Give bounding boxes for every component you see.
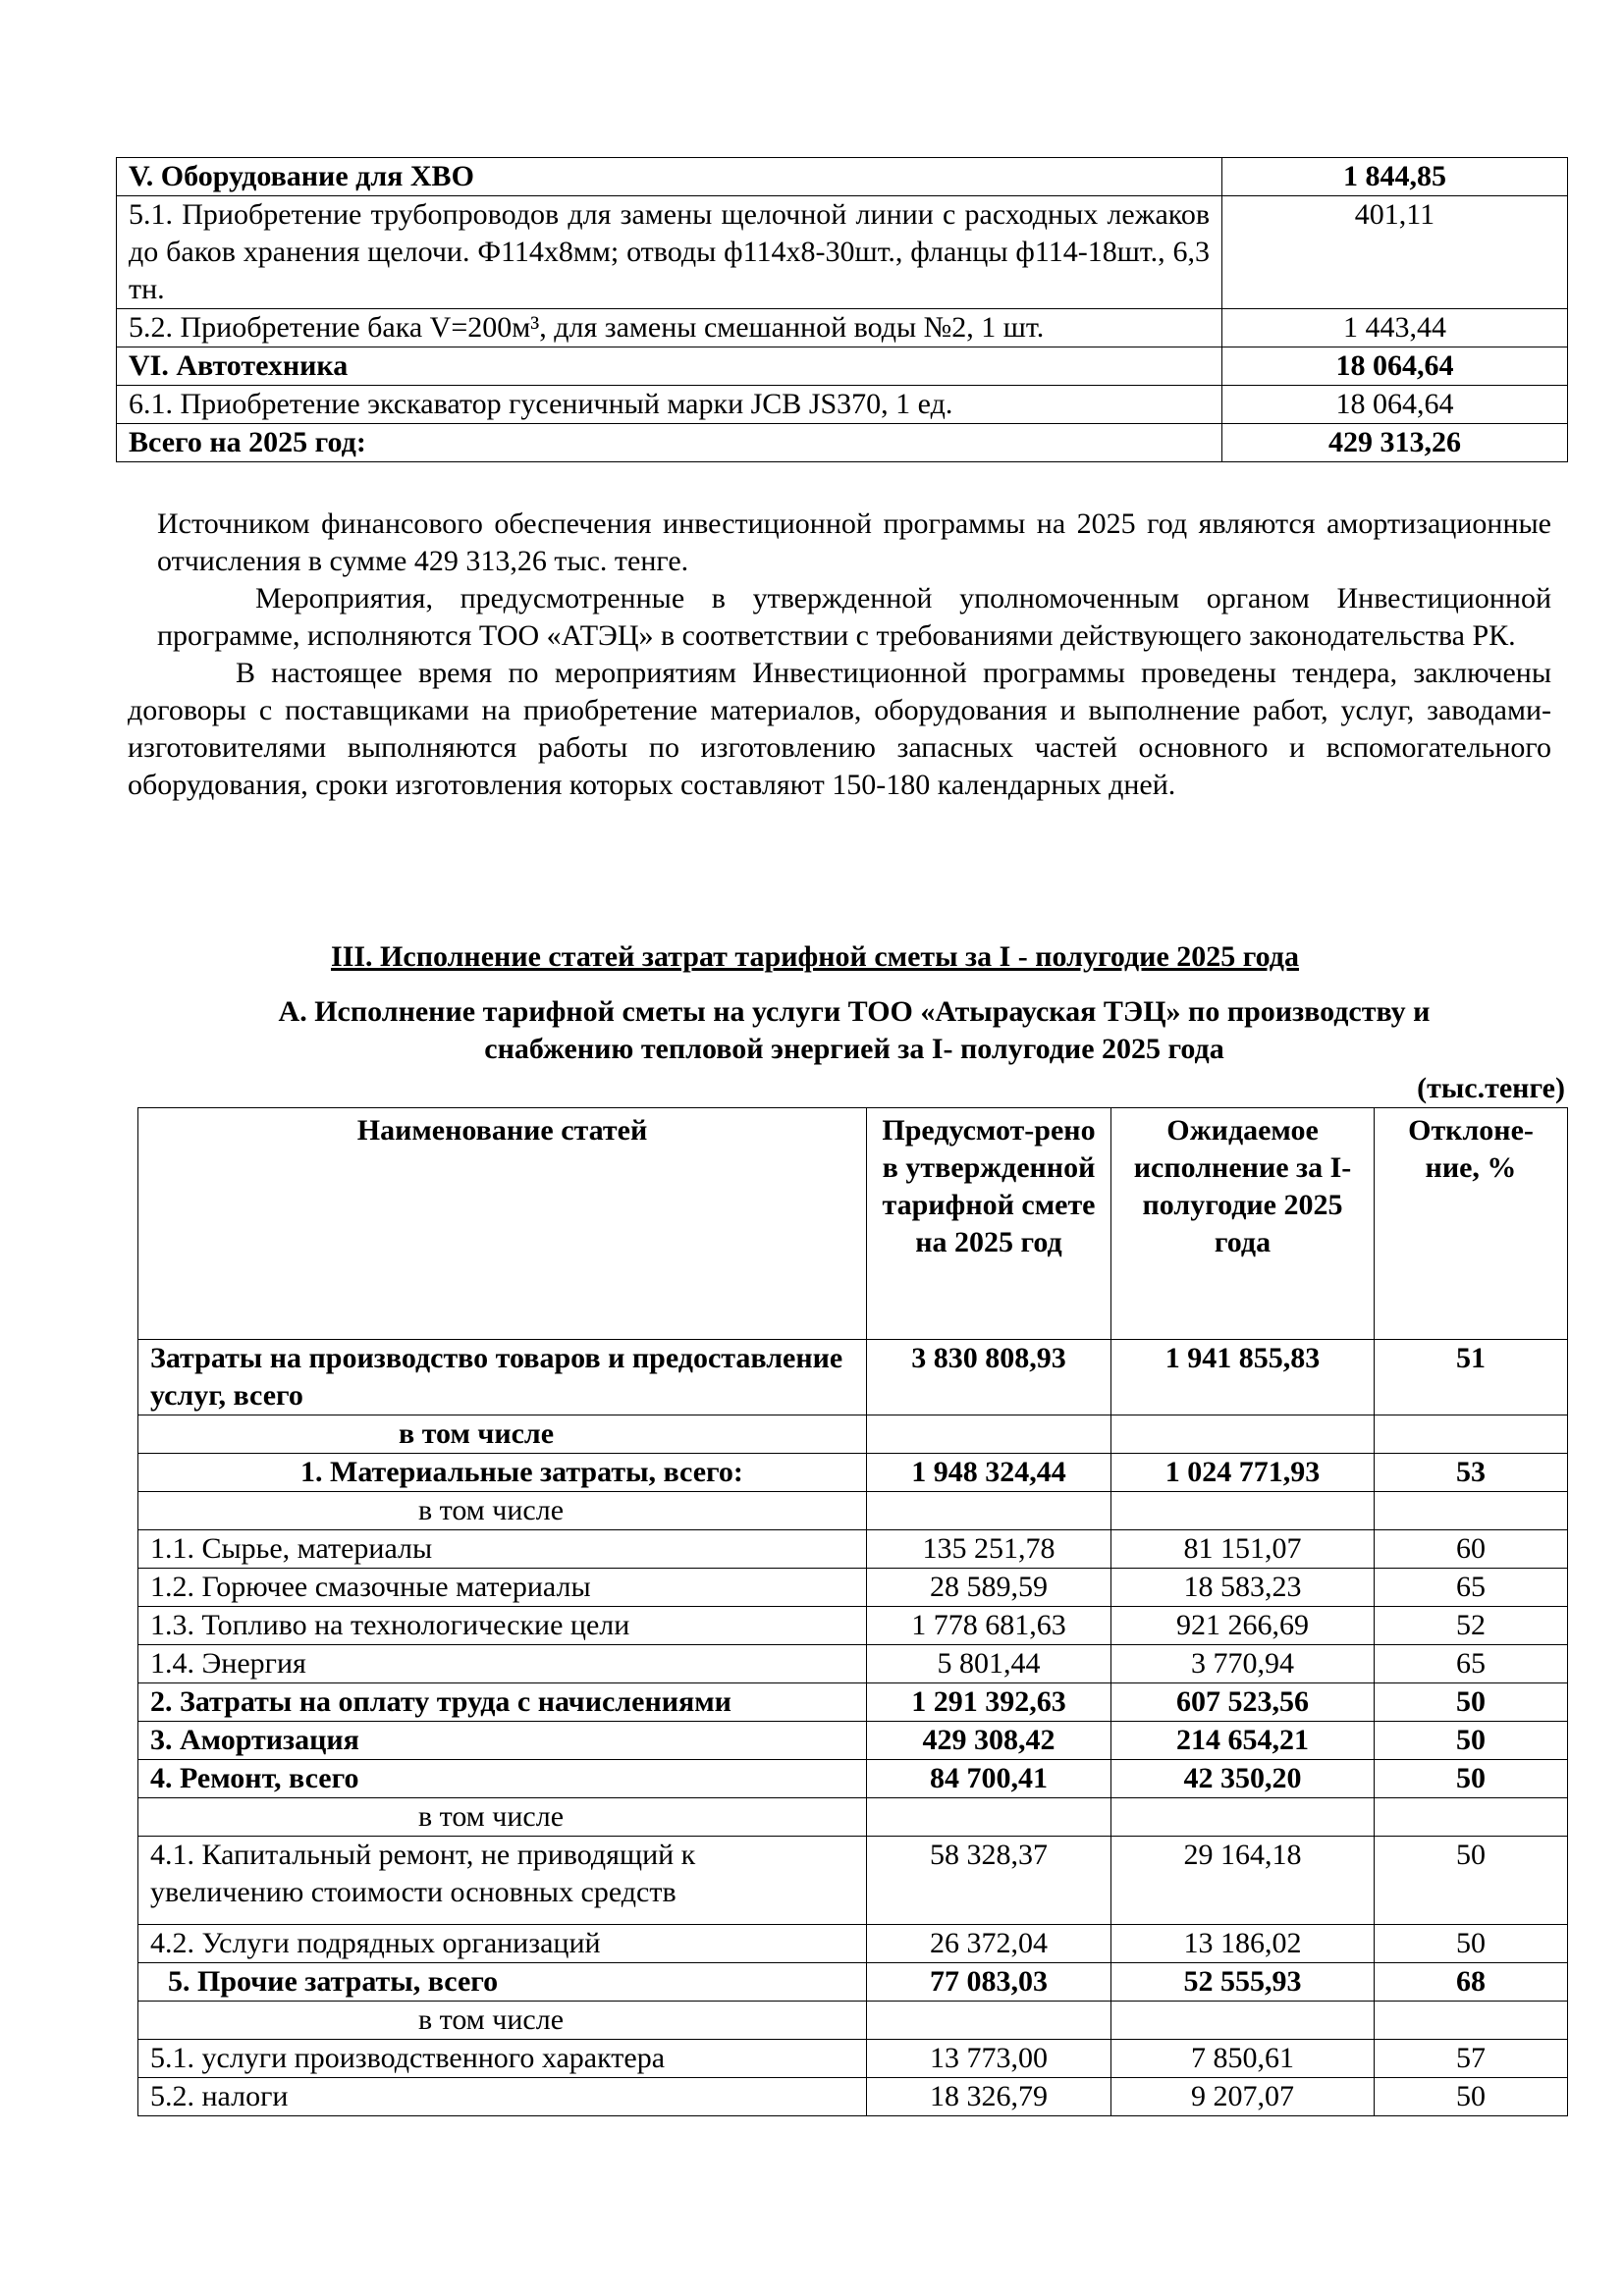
- row-name: 5. Прочие затраты, всего: [138, 1963, 867, 2002]
- row-deviation: 53: [1375, 1454, 1568, 1492]
- row-deviation: 57: [1375, 2040, 1568, 2078]
- paragraph-measures: Мероприятия, предусмотренные в утвержденной уполномоченным органом Инвестиционной программе, исполняются ТОО «АТЭЦ» в соответствии с требованиями действующего законодательства РК.: [157, 582, 1551, 652]
- row-planned: 5 801,44: [867, 1645, 1111, 1683]
- row-name: в том числе: [138, 1415, 867, 1454]
- row-name: 5.2. налоги: [138, 2078, 867, 2116]
- table-row: [138, 1683, 1568, 1722]
- row-deviation: 50: [1375, 2078, 1568, 2116]
- row-value: 1 844,85: [1222, 158, 1568, 196]
- sub-title-line: снабжению тепловой энергией за I- полугодие 2025 года: [484, 1033, 1224, 1065]
- row-deviation: 51: [1375, 1340, 1568, 1415]
- row-name: 1.4. Энергия: [138, 1645, 867, 1683]
- row-expected: 13 186,02: [1111, 1925, 1375, 1963]
- row-expected: 29 164,18: [1111, 1837, 1375, 1925]
- body-text: [128, 506, 1551, 804]
- row-name: 4.1. Капитальный ремонт, не приводящий к увеличению стоимости основных средств: [138, 1837, 867, 1925]
- row-name: в том числе: [138, 2002, 867, 2040]
- header-planned: Предусмот-рено в утвержденной тарифной смете на 2025 год: [867, 1108, 1111, 1340]
- row-planned: 18 326,79: [867, 2078, 1111, 2116]
- row-name: 3. Амортизация: [138, 1722, 867, 1760]
- row-value: 401,11: [1222, 196, 1568, 309]
- row-expected: 3 770,94: [1111, 1645, 1375, 1683]
- row-expected: 81 151,07: [1111, 1530, 1375, 1569]
- row-expected: 42 350,20: [1111, 1760, 1375, 1798]
- table-row: [138, 1530, 1568, 1569]
- sub-title: [137, 993, 1571, 1068]
- row-expected: 607 523,56: [1111, 1683, 1375, 1722]
- row-deviation: 60: [1375, 1530, 1568, 1569]
- row-planned: [867, 2002, 1111, 2040]
- table-row: [138, 2078, 1568, 2116]
- table-row: [138, 1492, 1568, 1530]
- table-row: [138, 1415, 1568, 1454]
- row-planned: [867, 1415, 1111, 1454]
- row-name: 6.1. Приобретение экскаватор гусеничный марки JCB JS370, 1 ед.: [117, 386, 1222, 424]
- row-deviation: 65: [1375, 1569, 1568, 1607]
- row-name: в том числе: [138, 1492, 867, 1530]
- table-row: [138, 1607, 1568, 1645]
- row-planned: 1 948 324,44: [867, 1454, 1111, 1492]
- paragraph-financing: Источником финансового обеспечения инвестиционной программы на 2025 год являются амортизационные отчисления в сумме 429 313,26 тыс. тенге.: [157, 507, 1551, 577]
- row-value: 1 443,44: [1222, 309, 1568, 347]
- row-expected: 1 941 855,83: [1111, 1340, 1375, 1415]
- row-expected: 214 654,21: [1111, 1722, 1375, 1760]
- row-deviation: 50: [1375, 1683, 1568, 1722]
- row-expected: [1111, 1415, 1375, 1454]
- investment-table: [116, 157, 1568, 462]
- table-row: [117, 386, 1568, 424]
- table-row: [138, 1569, 1568, 1607]
- table-row: [138, 2040, 1568, 2078]
- header-deviation: Отклоне-ние, %: [1375, 1108, 1568, 1340]
- row-deviation: 68: [1375, 1963, 1568, 2002]
- row-name: 1. Материальные затраты, всего:: [138, 1454, 867, 1492]
- row-planned: [867, 1492, 1111, 1530]
- row-expected: 921 266,69: [1111, 1607, 1375, 1645]
- row-name: 1.1. Сырье, материалы: [138, 1530, 867, 1569]
- sub-title-line: А. Исполнение тарифной сметы на услуги ТОО «Атырауская ТЭЦ» по производству и: [278, 995, 1431, 1028]
- row-planned: 26 372,04: [867, 1925, 1111, 1963]
- row-name: 4.2. Услуги подрядных организаций: [138, 1925, 867, 1963]
- row-name: 1.2. Горючее смазочные материалы: [138, 1569, 867, 1607]
- row-planned: [867, 1798, 1111, 1837]
- row-deviation: 50: [1375, 1722, 1568, 1760]
- row-deviation: 50: [1375, 1925, 1568, 1963]
- row-name: 5.1. Приобретение трубопроводов для замены щелочной линии с расходных лежаков до баков хранения щелочи. Ф114х8мм; отводы ф114х8-30шт., фланцы ф114-18шт., 6,3 тн.: [117, 196, 1222, 309]
- row-value: 18 064,64: [1222, 347, 1568, 386]
- table-row: [138, 1645, 1568, 1683]
- table-row: [138, 1925, 1568, 1963]
- paragraph-status: В настоящее время по мероприятиям Инвестиционной программы проведены тендера, заключены договоры с поставщиками на приобретение материалов, оборудования и выполнение работ, услуг, заводами-изготовителями выполняются работы по изготовлению запасных частей основного и вспомогательного оборудования, сроки изготовления которых составляют 150-180 календарных дней.: [128, 657, 1551, 801]
- row-expected: [1111, 2002, 1375, 2040]
- row-name: 5.2. Приобретение бака V=200м³, для замены смешанной воды №2, 1 шт.: [117, 309, 1222, 347]
- row-expected: 18 583,23: [1111, 1569, 1375, 1607]
- row-name: 1.3. Топливо на технологические цели: [138, 1607, 867, 1645]
- header-expected: Ожидаемое исполнение за I- полугодие 2025 года: [1111, 1108, 1375, 1340]
- row-planned: 28 589,59: [867, 1569, 1111, 1607]
- row-name: Всего на 2025 год:: [117, 424, 1222, 462]
- row-deviation: [1375, 2002, 1568, 2040]
- row-expected: 7 850,61: [1111, 2040, 1375, 2078]
- row-deviation: 50: [1375, 1837, 1568, 1925]
- row-deviation: [1375, 1798, 1568, 1837]
- row-deviation: 50: [1375, 1760, 1568, 1798]
- unit-label: (тыс.тенге): [1417, 1072, 1565, 1104]
- header-name: Наименование статей: [138, 1108, 867, 1340]
- row-planned: 84 700,41: [867, 1760, 1111, 1798]
- row-expected: [1111, 1798, 1375, 1837]
- row-value: 18 064,64: [1222, 386, 1568, 424]
- row-deviation: [1375, 1492, 1568, 1530]
- row-planned: 135 251,78: [867, 1530, 1111, 1569]
- table-row: [138, 1963, 1568, 2002]
- row-planned: 429 308,42: [867, 1722, 1111, 1760]
- table-row: [138, 1760, 1568, 1798]
- row-name: V. Оборудование для ХВО: [117, 158, 1222, 196]
- table-row: [138, 1837, 1568, 1925]
- row-deviation: 52: [1375, 1607, 1568, 1645]
- row-planned: 3 830 808,93: [867, 1340, 1111, 1415]
- table-row: [117, 309, 1568, 347]
- row-name: 5.1. услуги производственного характера: [138, 2040, 867, 2078]
- table-row: [138, 1454, 1568, 1492]
- row-name: Затраты на производство товаров и предоставление услуг, всего: [138, 1340, 867, 1415]
- row-expected: 1 024 771,93: [1111, 1454, 1375, 1492]
- table-row: [138, 1722, 1568, 1760]
- section-title: III. Исполнение статей затрат тарифной сметы за I - полугодие 2025 года: [331, 940, 1299, 973]
- tariff-table: [137, 1107, 1568, 2116]
- table-header-row: [138, 1108, 1568, 1340]
- row-expected: 9 207,07: [1111, 2078, 1375, 2116]
- table-row: [138, 2002, 1568, 2040]
- table-row: [117, 347, 1568, 386]
- row-expected: 52 555,93: [1111, 1963, 1375, 2002]
- row-expected: [1111, 1492, 1375, 1530]
- row-planned: 13 773,00: [867, 2040, 1111, 2078]
- row-planned: 77 083,03: [867, 1963, 1111, 2002]
- table-row: [138, 1340, 1568, 1415]
- row-name: VI. Автотехника: [117, 347, 1222, 386]
- row-deviation: [1375, 1415, 1568, 1454]
- row-planned: 1 291 392,63: [867, 1683, 1111, 1722]
- row-name: 2. Затраты на оплату труда с начислениями: [138, 1683, 867, 1722]
- table-row: [117, 158, 1568, 196]
- row-value: 429 313,26: [1222, 424, 1568, 462]
- table-row: [117, 196, 1568, 309]
- table-row: [138, 1798, 1568, 1837]
- row-name: 4. Ремонт, всего: [138, 1760, 867, 1798]
- row-planned: 1 778 681,63: [867, 1607, 1111, 1645]
- row-planned: 58 328,37: [867, 1837, 1111, 1925]
- row-deviation: 65: [1375, 1645, 1568, 1683]
- row-name: в том числе: [138, 1798, 867, 1837]
- table-row: [117, 424, 1568, 462]
